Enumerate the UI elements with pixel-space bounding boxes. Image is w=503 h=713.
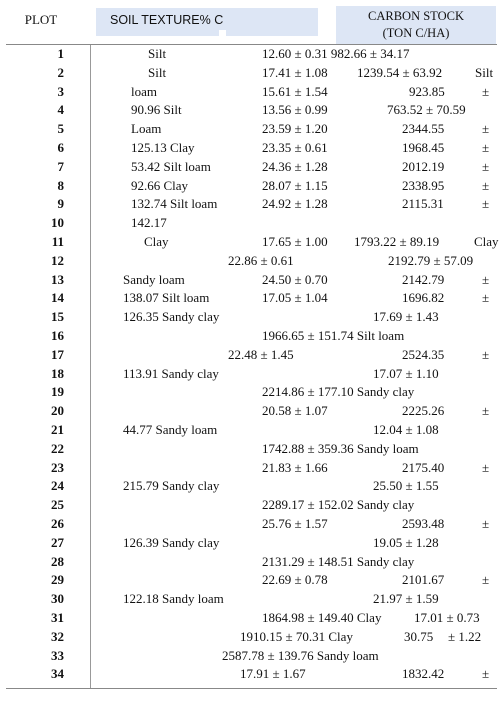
row-cell-text: ± — [482, 121, 490, 137]
plot-number: 7 — [57, 158, 64, 174]
row-cell-text: Silt — [475, 64, 494, 80]
row-cell-text: 2115.31 — [402, 196, 444, 212]
row-cell-text: 2587.78 ± 139.76 Sandy loam — [222, 647, 379, 663]
row-cell-text: ± — [482, 572, 490, 588]
plot-number: 13 — [51, 271, 64, 287]
row-cell-text: 2214.86 ± 177.10 Sandy clay — [262, 384, 415, 400]
row-cell-text: 24.50 ± 0.70 — [262, 271, 328, 287]
row-cell-text: Loam — [131, 121, 162, 137]
row-cell-text: 17.69 ± 1.43 — [373, 309, 439, 325]
row-cell-text: 92.66 Clay — [131, 177, 189, 193]
row-cell-text: 1910.15 ± 70.31 Clay — [240, 628, 353, 644]
table-row — [0, 403, 503, 421]
row-cell-text: 23.35 ± 0.61 — [262, 140, 328, 155]
row-cell-text: ± — [482, 158, 490, 174]
row-cell-text: 2289.17 ± 152.02 Sandy clay — [262, 497, 415, 513]
row-cell-text: ± — [482, 516, 490, 531]
table-row — [0, 84, 503, 102]
plot-number: 31 — [51, 610, 64, 625]
row-cell-text: 923.85 — [409, 83, 445, 99]
row-cell-text: 21.97 ± 1.59 — [373, 591, 439, 607]
row-cell-text: Silt — [148, 46, 167, 61]
row-cell-text: 125.13 Clay — [131, 140, 195, 155]
row-cell-text: Sandy loam — [123, 271, 185, 287]
bottom-rule — [6, 688, 497, 689]
table-row — [0, 178, 503, 196]
table-row — [0, 554, 503, 572]
row-cell-text: 1968.45 — [402, 140, 445, 155]
plot-number: 30 — [51, 591, 64, 607]
row-cell-text: Clay — [474, 234, 499, 249]
table-row — [0, 46, 503, 64]
plot-number: 23 — [51, 459, 64, 475]
row-cell-text: 21.83 ± 1.66 — [262, 459, 328, 475]
plot-number: 25 — [51, 497, 64, 513]
plot-number: 20 — [51, 403, 64, 419]
table-row — [0, 422, 503, 440]
plot-number: 32 — [51, 628, 64, 644]
row-cell-text: 132.74 Silt loam — [131, 196, 218, 212]
row-cell-text: ± — [482, 196, 490, 212]
table-row — [0, 384, 503, 402]
row-cell-text: Clay — [144, 234, 169, 249]
row-cell-text: 17.41 ± 1.08 — [262, 64, 328, 80]
row-cell-text: ± — [482, 271, 490, 287]
table-row — [0, 666, 503, 684]
table-row — [0, 290, 503, 308]
carbon-stock-column-header — [336, 8, 496, 42]
table-row — [0, 196, 503, 214]
table-row — [0, 347, 503, 365]
row-cell-text: 30.75 — [404, 628, 434, 644]
row-cell-text: 126.35 Sandy clay — [123, 309, 220, 325]
row-cell-text: loam — [131, 83, 157, 99]
plot-number: 8 — [57, 177, 64, 193]
table-row — [0, 140, 503, 158]
table-row — [0, 478, 503, 496]
plot-number: 12 — [51, 252, 64, 268]
row-cell-text: 126.39 Sandy clay — [123, 534, 220, 550]
table-row — [0, 460, 503, 478]
table-row — [0, 253, 503, 271]
row-cell-text: 12.04 ± 1.08 — [373, 422, 439, 437]
table-row — [0, 215, 503, 233]
plot-number: 1 — [57, 46, 64, 61]
plot-number: 29 — [51, 572, 64, 588]
plot-number: 18 — [51, 365, 64, 381]
row-cell-text: 17.65 ± 1.00 — [262, 234, 328, 249]
table-row — [0, 309, 503, 327]
row-cell-text: ± 1.22 — [448, 628, 482, 644]
plot-number: 26 — [51, 516, 64, 531]
row-cell-text: 13.56 ± 0.99 — [262, 102, 328, 118]
table-row — [0, 535, 503, 553]
row-cell-text: 142.17 — [131, 215, 167, 231]
row-cell-text: 53.42 Silt loam — [131, 158, 211, 174]
row-cell-text: 17.07 ± 1.10 — [373, 365, 439, 381]
row-cell-text: 138.07 Silt loam — [123, 290, 210, 306]
row-cell-text: 25.50 ± 1.55 — [373, 478, 439, 494]
table-row — [0, 572, 503, 590]
plot-number: 15 — [51, 309, 64, 325]
plot-number: 24 — [51, 478, 64, 494]
row-cell-text: 17.91 ± 1.67 — [240, 666, 306, 682]
plot-number: 33 — [51, 647, 64, 663]
table-row — [0, 629, 503, 647]
plot-number: 19 — [51, 384, 64, 400]
table-row — [0, 159, 503, 177]
row-cell-text: 25.76 ± 1.57 — [262, 516, 328, 531]
table-row — [0, 328, 503, 346]
table-row — [0, 516, 503, 534]
row-cell-text: 2131.29 ± 148.51 Sandy clay — [262, 553, 415, 569]
plot-number: 9 — [57, 196, 64, 212]
row-cell-text: 1793.22 ± 89.19 — [354, 234, 440, 249]
plot-number: 2 — [57, 64, 64, 80]
table-row — [0, 366, 503, 384]
plot-number: 5 — [57, 121, 64, 137]
plot-number: 11 — [51, 234, 64, 249]
table-row — [0, 441, 503, 459]
row-cell-text: 2101.67 — [402, 572, 445, 588]
plot-number: 22 — [51, 440, 64, 456]
table-row — [0, 65, 503, 83]
row-cell-text: 763.52 ± 70.59 — [387, 102, 466, 118]
row-cell-text: 17.05 ± 1.04 — [262, 290, 328, 306]
row-cell-text: 15.61 ± 1.54 — [262, 83, 328, 99]
plot-number: 28 — [51, 553, 64, 569]
row-cell-text: 1239.54 ± 63.92 — [357, 64, 443, 80]
row-cell-text: ± — [482, 346, 490, 362]
row-cell-text: 1742.88 ± 359.36 Sandy loam — [262, 440, 419, 456]
row-cell-text: 1864.98 ± 149.40 Clay — [262, 610, 382, 625]
row-cell-text: 122.18 Sandy loam — [123, 591, 224, 607]
carbon-stock-unit: (TON C/HA) — [382, 26, 450, 40]
plot-number: 10 — [51, 215, 64, 231]
row-cell-text: 19.05 ± 1.28 — [373, 534, 439, 550]
row-cell-text: 1832.42 — [402, 666, 445, 682]
plot-number: 34 — [51, 666, 64, 682]
row-cell-text: 113.91 Sandy clay — [123, 365, 219, 381]
plot-number: 6 — [57, 140, 64, 155]
row-cell-text: 20.58 ± 1.07 — [262, 403, 328, 419]
table-row — [0, 272, 503, 290]
row-cell-text: 215.79 Sandy clay — [123, 478, 220, 494]
row-cell-text: 90.96 Silt — [131, 102, 182, 118]
row-cell-text: 2344.55 — [402, 121, 445, 137]
row-cell-text: 24.36 ± 1.28 — [262, 158, 328, 174]
row-cell-text: ± — [482, 140, 490, 155]
row-cell-text: 28.07 ± 1.15 — [262, 177, 328, 193]
plot-number: 27 — [51, 534, 64, 550]
table-row — [0, 234, 503, 252]
row-cell-text: 44.77 Sandy loam — [123, 422, 218, 437]
row-cell-text: 1966.65 ± 151.74 Silt loam — [262, 328, 405, 343]
plot-column-header: PLOT — [24, 12, 58, 27]
row-cell-text: ± — [482, 290, 490, 306]
plot-number: 16 — [51, 328, 64, 343]
table-row — [0, 102, 503, 120]
row-cell-text: 1696.82 — [402, 290, 445, 306]
header-gap — [219, 30, 226, 38]
row-cell-text: ± — [482, 177, 490, 193]
plot-number: 4 — [57, 102, 64, 118]
row-cell-text: 23.59 ± 1.20 — [262, 121, 328, 137]
table-row — [0, 648, 503, 666]
row-cell-text: 2593.48 — [402, 516, 445, 531]
table-row — [0, 610, 503, 628]
row-cell-text: 2524.35 — [402, 346, 445, 362]
plot-number: 3 — [57, 83, 64, 99]
row-cell-text: 2192.79 ± 57.09 — [388, 252, 474, 268]
soil-texture-column-header: SOIL TEXTURE% C — [110, 13, 224, 27]
plot-number: 17 — [51, 346, 64, 362]
row-cell-text: 12.60 ± 0.31 982.66 ± 34.17 — [262, 46, 410, 61]
row-cell-text: 22.48 ± 1.45 — [228, 346, 294, 362]
row-cell-text: 24.92 ± 1.28 — [262, 196, 328, 212]
carbon-stock-title: CARBON STOCK — [368, 9, 464, 23]
row-cell-text: 2175.40 — [402, 459, 445, 475]
row-cell-text: 22.69 ± 0.78 — [262, 572, 328, 588]
row-cell-text: 22.86 ± 0.61 — [228, 252, 294, 268]
row-cell-text: 2338.95 — [402, 177, 445, 193]
plot-number: 14 — [51, 290, 64, 306]
row-cell-text: 17.01 ± 0.73 — [414, 610, 480, 625]
row-cell-text: 2012.19 — [402, 158, 445, 174]
table-row — [0, 121, 503, 139]
row-cell-text: ± — [482, 83, 490, 99]
row-cell-text: 2142.79 — [402, 271, 445, 287]
table-header — [0, 0, 503, 46]
row-cell-text: ± — [482, 459, 490, 475]
header-rule — [6, 44, 497, 45]
row-cell-text: ± — [482, 666, 490, 682]
row-cell-text: Silt — [148, 64, 167, 80]
table-row — [0, 591, 503, 609]
plot-number: 21 — [51, 422, 64, 437]
table-row — [0, 497, 503, 515]
row-cell-text: ± — [482, 403, 490, 419]
row-cell-text: 2225.26 — [402, 403, 445, 419]
